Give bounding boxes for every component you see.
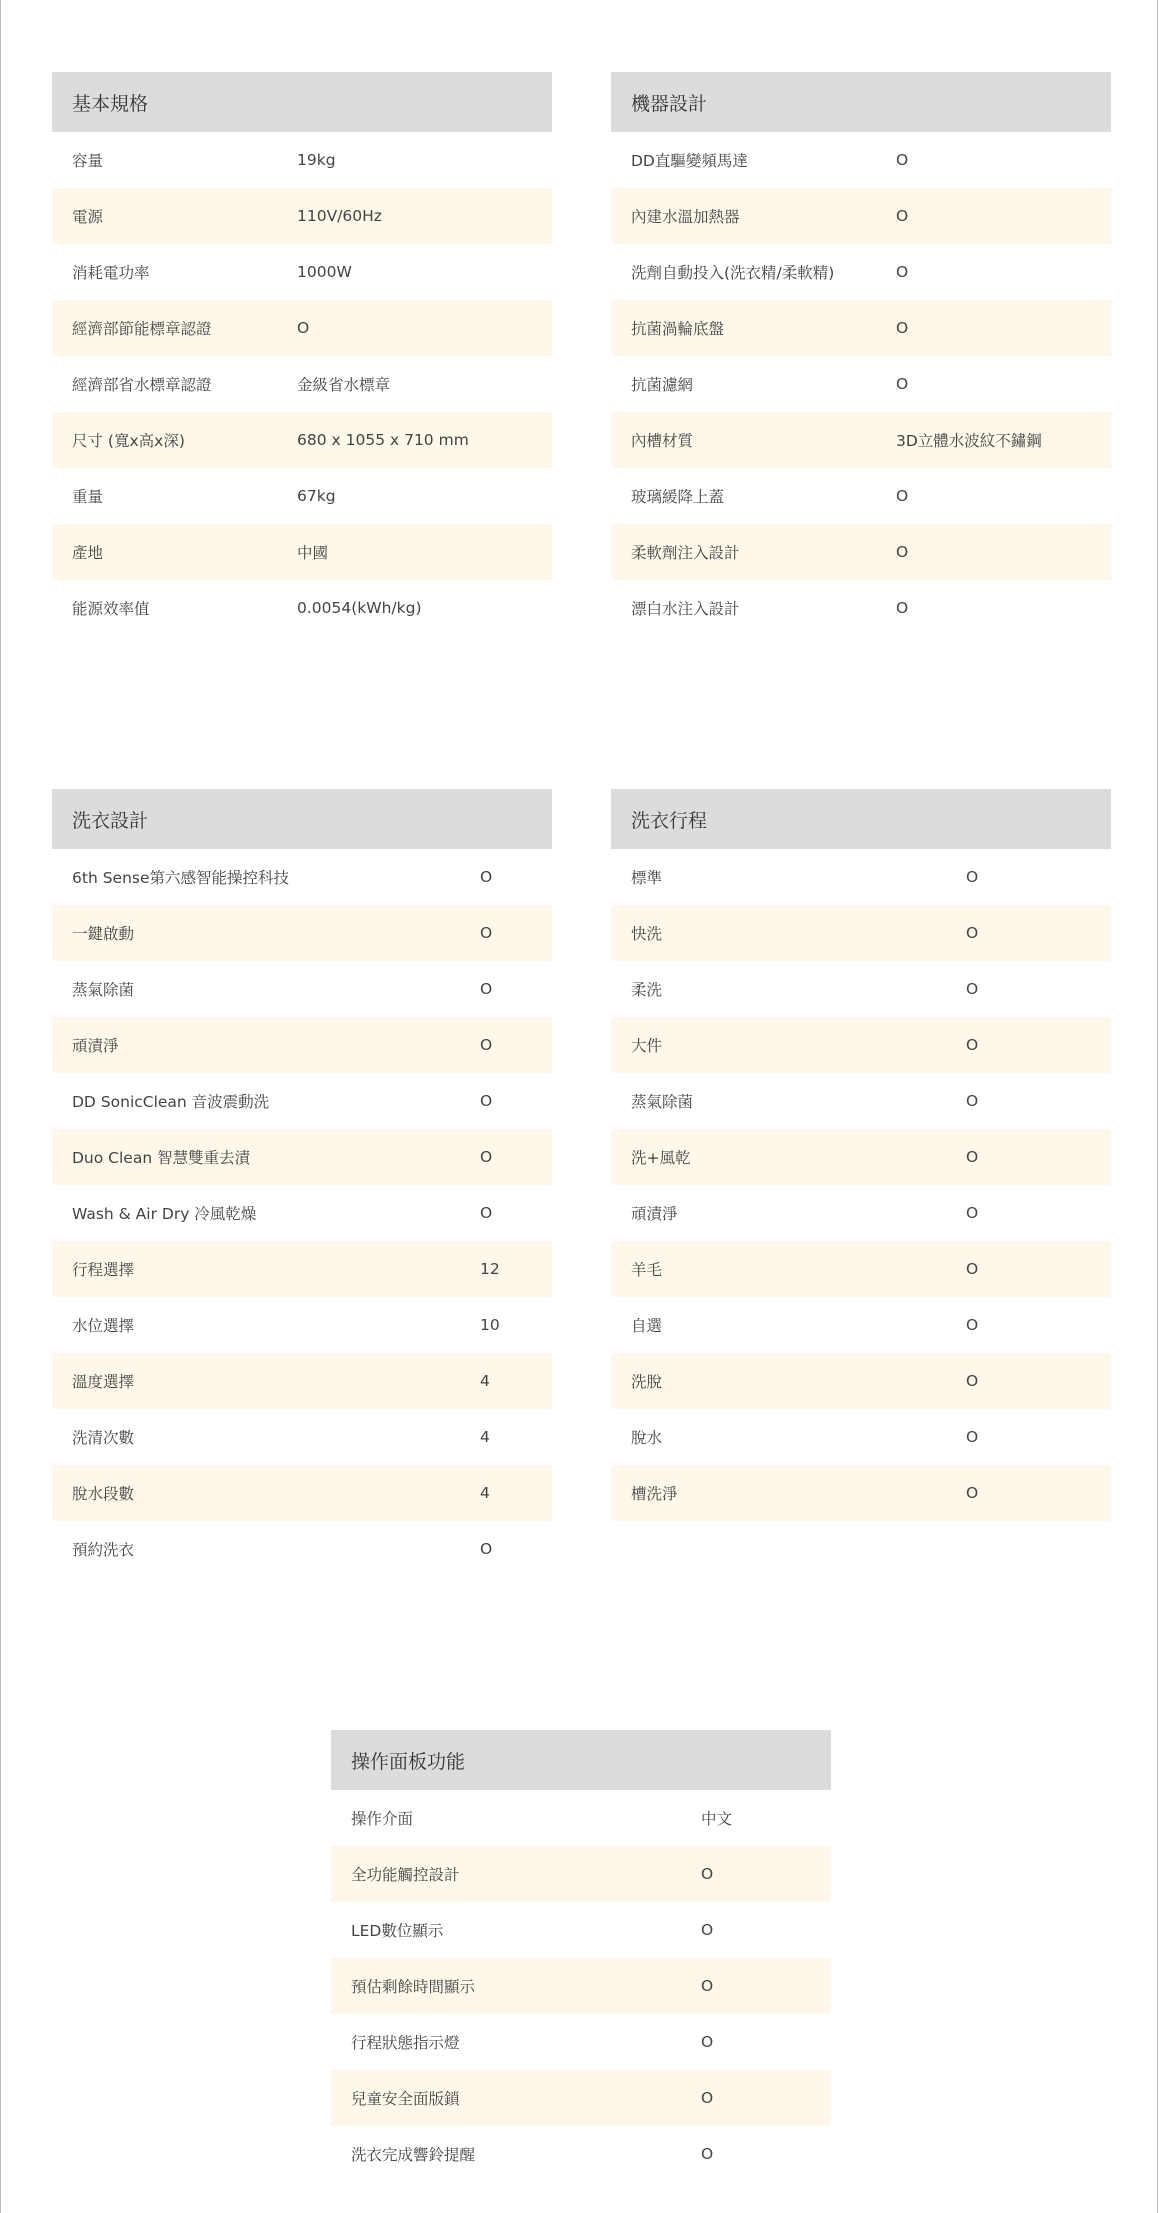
table-row bbox=[611, 1241, 1111, 1297]
row-value: 10 bbox=[480, 1316, 500, 1334]
table-body bbox=[52, 132, 552, 636]
row-label: 溫度選擇 bbox=[72, 1373, 135, 1391]
spec-table-machine bbox=[611, 72, 1111, 636]
row-value: 3D立體水波紋不鏽鋼 bbox=[896, 432, 1042, 450]
row-value: 中文 bbox=[701, 1810, 733, 1828]
table-body bbox=[331, 1790, 831, 2182]
row-value: O bbox=[701, 2033, 714, 2051]
row-value: O bbox=[480, 1036, 493, 1054]
row-value: 12 bbox=[480, 1260, 500, 1278]
table-body bbox=[52, 849, 552, 1577]
table-row bbox=[331, 1902, 831, 1958]
table-row bbox=[611, 188, 1111, 244]
table-title: 基本規格 bbox=[52, 72, 552, 132]
table-row bbox=[611, 244, 1111, 300]
table-row bbox=[611, 1017, 1111, 1073]
row-value: 67kg bbox=[297, 487, 336, 505]
row-label: 一鍵啟動 bbox=[72, 925, 135, 943]
row-value: O bbox=[966, 924, 979, 942]
table-row bbox=[611, 468, 1111, 524]
row-label: 洗+風乾 bbox=[631, 1149, 691, 1167]
row-value: O bbox=[896, 599, 909, 617]
row-label: 柔軟劑注入設計 bbox=[631, 544, 740, 562]
table-row bbox=[52, 356, 552, 412]
row-value: O bbox=[701, 1921, 714, 1939]
table-title: 機器設計 bbox=[611, 72, 1111, 132]
row-label: 重量 bbox=[72, 488, 104, 506]
table-row bbox=[52, 1017, 552, 1073]
table-title: 操作面板功能 bbox=[331, 1730, 831, 1790]
row-label: 內槽材質 bbox=[631, 432, 694, 450]
row-value: 4 bbox=[480, 1372, 490, 1390]
row-value: O bbox=[896, 207, 909, 225]
row-value: O bbox=[896, 319, 909, 337]
row-label: 洗劑自動投入(洗衣精/柔軟精) bbox=[631, 264, 835, 282]
table-row bbox=[611, 412, 1111, 468]
row-label: 脫水段數 bbox=[72, 1485, 135, 1503]
table-row bbox=[611, 1073, 1111, 1129]
table-row bbox=[611, 524, 1111, 580]
row-label: 抗菌渦輪底盤 bbox=[631, 320, 725, 338]
row-label: 尺寸 (寬x高x深) bbox=[72, 432, 185, 450]
row-label: 洗清次數 bbox=[72, 1429, 135, 1447]
row-label: 洗脫 bbox=[631, 1373, 663, 1391]
row-value: O bbox=[966, 1316, 979, 1334]
row-value: 110V/60Hz bbox=[297, 207, 382, 225]
row-label: 蒸氣除菌 bbox=[631, 1093, 694, 1111]
row-value: 中國 bbox=[297, 544, 329, 562]
table-row bbox=[331, 2126, 831, 2182]
row-value: 金級省水標章 bbox=[297, 376, 391, 394]
table-row bbox=[52, 524, 552, 580]
row-value: O bbox=[297, 319, 310, 337]
table-row bbox=[331, 1958, 831, 2014]
spec-table-wash-design bbox=[52, 789, 552, 1577]
row-value: O bbox=[480, 980, 493, 998]
table-row bbox=[52, 1185, 552, 1241]
row-label: DD直驅變頻馬達 bbox=[631, 152, 748, 170]
table-row bbox=[611, 1129, 1111, 1185]
table-row bbox=[611, 580, 1111, 636]
row-label: 玻璃緩降上蓋 bbox=[631, 488, 725, 506]
row-value: O bbox=[896, 263, 909, 281]
table-row bbox=[52, 1521, 552, 1577]
row-value: O bbox=[966, 1036, 979, 1054]
table-row bbox=[611, 1465, 1111, 1521]
row-label: 內建水溫加熱器 bbox=[631, 208, 740, 226]
table-row bbox=[611, 300, 1111, 356]
row-value: O bbox=[480, 924, 493, 942]
row-value: O bbox=[966, 1260, 979, 1278]
table-title: 洗衣行程 bbox=[611, 789, 1111, 849]
row-label: 容量 bbox=[72, 152, 104, 170]
row-label: 頑漬淨 bbox=[72, 1037, 119, 1055]
table-row bbox=[52, 1465, 552, 1521]
row-label: 6th Sense第六感智能操控科技 bbox=[72, 869, 290, 887]
row-value: O bbox=[896, 487, 909, 505]
row-value: O bbox=[480, 1148, 493, 1166]
table-row bbox=[52, 468, 552, 524]
row-value: O bbox=[896, 543, 909, 561]
table-row bbox=[52, 412, 552, 468]
row-label: 自選 bbox=[631, 1317, 663, 1335]
row-label: 兒童安全面版鎖 bbox=[351, 2090, 460, 2108]
table-row bbox=[52, 1353, 552, 1409]
row-label: 行程狀態指示燈 bbox=[351, 2034, 460, 2052]
row-value: 4 bbox=[480, 1484, 490, 1502]
row-label: LED數位顯示 bbox=[351, 1922, 444, 1940]
table-row bbox=[611, 1409, 1111, 1465]
row-label: DD SonicClean 音波震動洗 bbox=[72, 1093, 270, 1111]
row-value: O bbox=[480, 1092, 493, 1110]
table-row bbox=[611, 1185, 1111, 1241]
row-label: 全功能觸控設計 bbox=[351, 1866, 460, 1884]
row-value: O bbox=[480, 1540, 493, 1558]
row-value: O bbox=[966, 1484, 979, 1502]
row-label: 消耗電功率 bbox=[72, 264, 150, 282]
table-row bbox=[611, 849, 1111, 905]
row-label: 操作介面 bbox=[351, 1810, 414, 1828]
row-label: 行程選擇 bbox=[72, 1261, 135, 1279]
table-row bbox=[611, 905, 1111, 961]
row-label: 柔洗 bbox=[631, 981, 663, 999]
table-row bbox=[52, 188, 552, 244]
table-row bbox=[331, 1846, 831, 1902]
table-body bbox=[611, 132, 1111, 636]
row-label: 脫水 bbox=[631, 1429, 663, 1447]
table-row bbox=[52, 1129, 552, 1185]
row-label: 標準 bbox=[631, 869, 663, 887]
row-label: 抗菌濾網 bbox=[631, 376, 694, 394]
row-value: O bbox=[966, 980, 979, 998]
table-row bbox=[611, 1353, 1111, 1409]
row-value: O bbox=[701, 2145, 714, 2163]
row-value: 1000W bbox=[297, 263, 352, 281]
row-label: 能源效率值 bbox=[72, 600, 150, 618]
table-row bbox=[52, 132, 552, 188]
row-value: O bbox=[480, 1204, 493, 1222]
row-value: 19kg bbox=[297, 151, 336, 169]
row-value: O bbox=[966, 1204, 979, 1222]
row-value: O bbox=[896, 375, 909, 393]
table-row bbox=[611, 356, 1111, 412]
spec-table-basic bbox=[52, 72, 552, 636]
table-row bbox=[331, 2014, 831, 2070]
row-label: 經濟部省水標章認證 bbox=[72, 376, 212, 394]
row-value: O bbox=[480, 868, 493, 886]
spec-table-control-panel bbox=[331, 1730, 831, 2182]
table-row bbox=[331, 2070, 831, 2126]
row-label: 槽洗淨 bbox=[631, 1485, 678, 1503]
table-row bbox=[331, 1790, 831, 1846]
spec-table-wash-program bbox=[611, 789, 1111, 1521]
row-value: O bbox=[966, 1148, 979, 1166]
table-row bbox=[52, 1409, 552, 1465]
table-row bbox=[611, 961, 1111, 1017]
table-row bbox=[52, 849, 552, 905]
row-value: 4 bbox=[480, 1428, 490, 1446]
row-label: 經濟部節能標章認證 bbox=[72, 320, 212, 338]
row-value: O bbox=[701, 1865, 714, 1883]
row-label: Duo Clean 智慧雙重去漬 bbox=[72, 1149, 251, 1167]
row-value: O bbox=[896, 151, 909, 169]
table-row bbox=[52, 244, 552, 300]
table-row bbox=[611, 132, 1111, 188]
table-row bbox=[52, 1073, 552, 1129]
table-row bbox=[52, 905, 552, 961]
table-row bbox=[611, 1297, 1111, 1353]
table-row bbox=[52, 1297, 552, 1353]
row-label: 快洗 bbox=[631, 925, 663, 943]
row-value: 680 x 1055 x 710 mm bbox=[297, 431, 469, 449]
row-label: 產地 bbox=[72, 544, 104, 562]
row-value: O bbox=[966, 1372, 979, 1390]
row-label: 蒸氣除菌 bbox=[72, 981, 135, 999]
table-row bbox=[52, 961, 552, 1017]
row-label: 預估剩餘時間顯示 bbox=[351, 1978, 476, 1996]
row-value: O bbox=[701, 2089, 714, 2107]
row-value: O bbox=[966, 1092, 979, 1110]
row-label: 大件 bbox=[631, 1037, 663, 1055]
row-label: Wash & Air Dry 冷風乾燥 bbox=[72, 1205, 257, 1223]
row-value: O bbox=[966, 868, 979, 886]
row-value: 0.0054(kWh/kg) bbox=[297, 599, 422, 617]
row-label: 漂白水注入設計 bbox=[631, 600, 740, 618]
table-title: 洗衣設計 bbox=[52, 789, 552, 849]
row-label: 預約洗衣 bbox=[72, 1541, 135, 1559]
row-label: 羊毛 bbox=[631, 1261, 663, 1279]
row-label: 洗衣完成響鈴提醒 bbox=[351, 2146, 476, 2164]
row-label: 電源 bbox=[72, 208, 104, 226]
table-row bbox=[52, 1241, 552, 1297]
row-label: 頑漬淨 bbox=[631, 1205, 678, 1223]
table-row bbox=[52, 300, 552, 356]
row-label: 水位選擇 bbox=[72, 1317, 135, 1335]
table-body bbox=[611, 849, 1111, 1521]
table-row bbox=[52, 580, 552, 636]
row-value: O bbox=[966, 1428, 979, 1446]
row-value: O bbox=[701, 1977, 714, 1995]
